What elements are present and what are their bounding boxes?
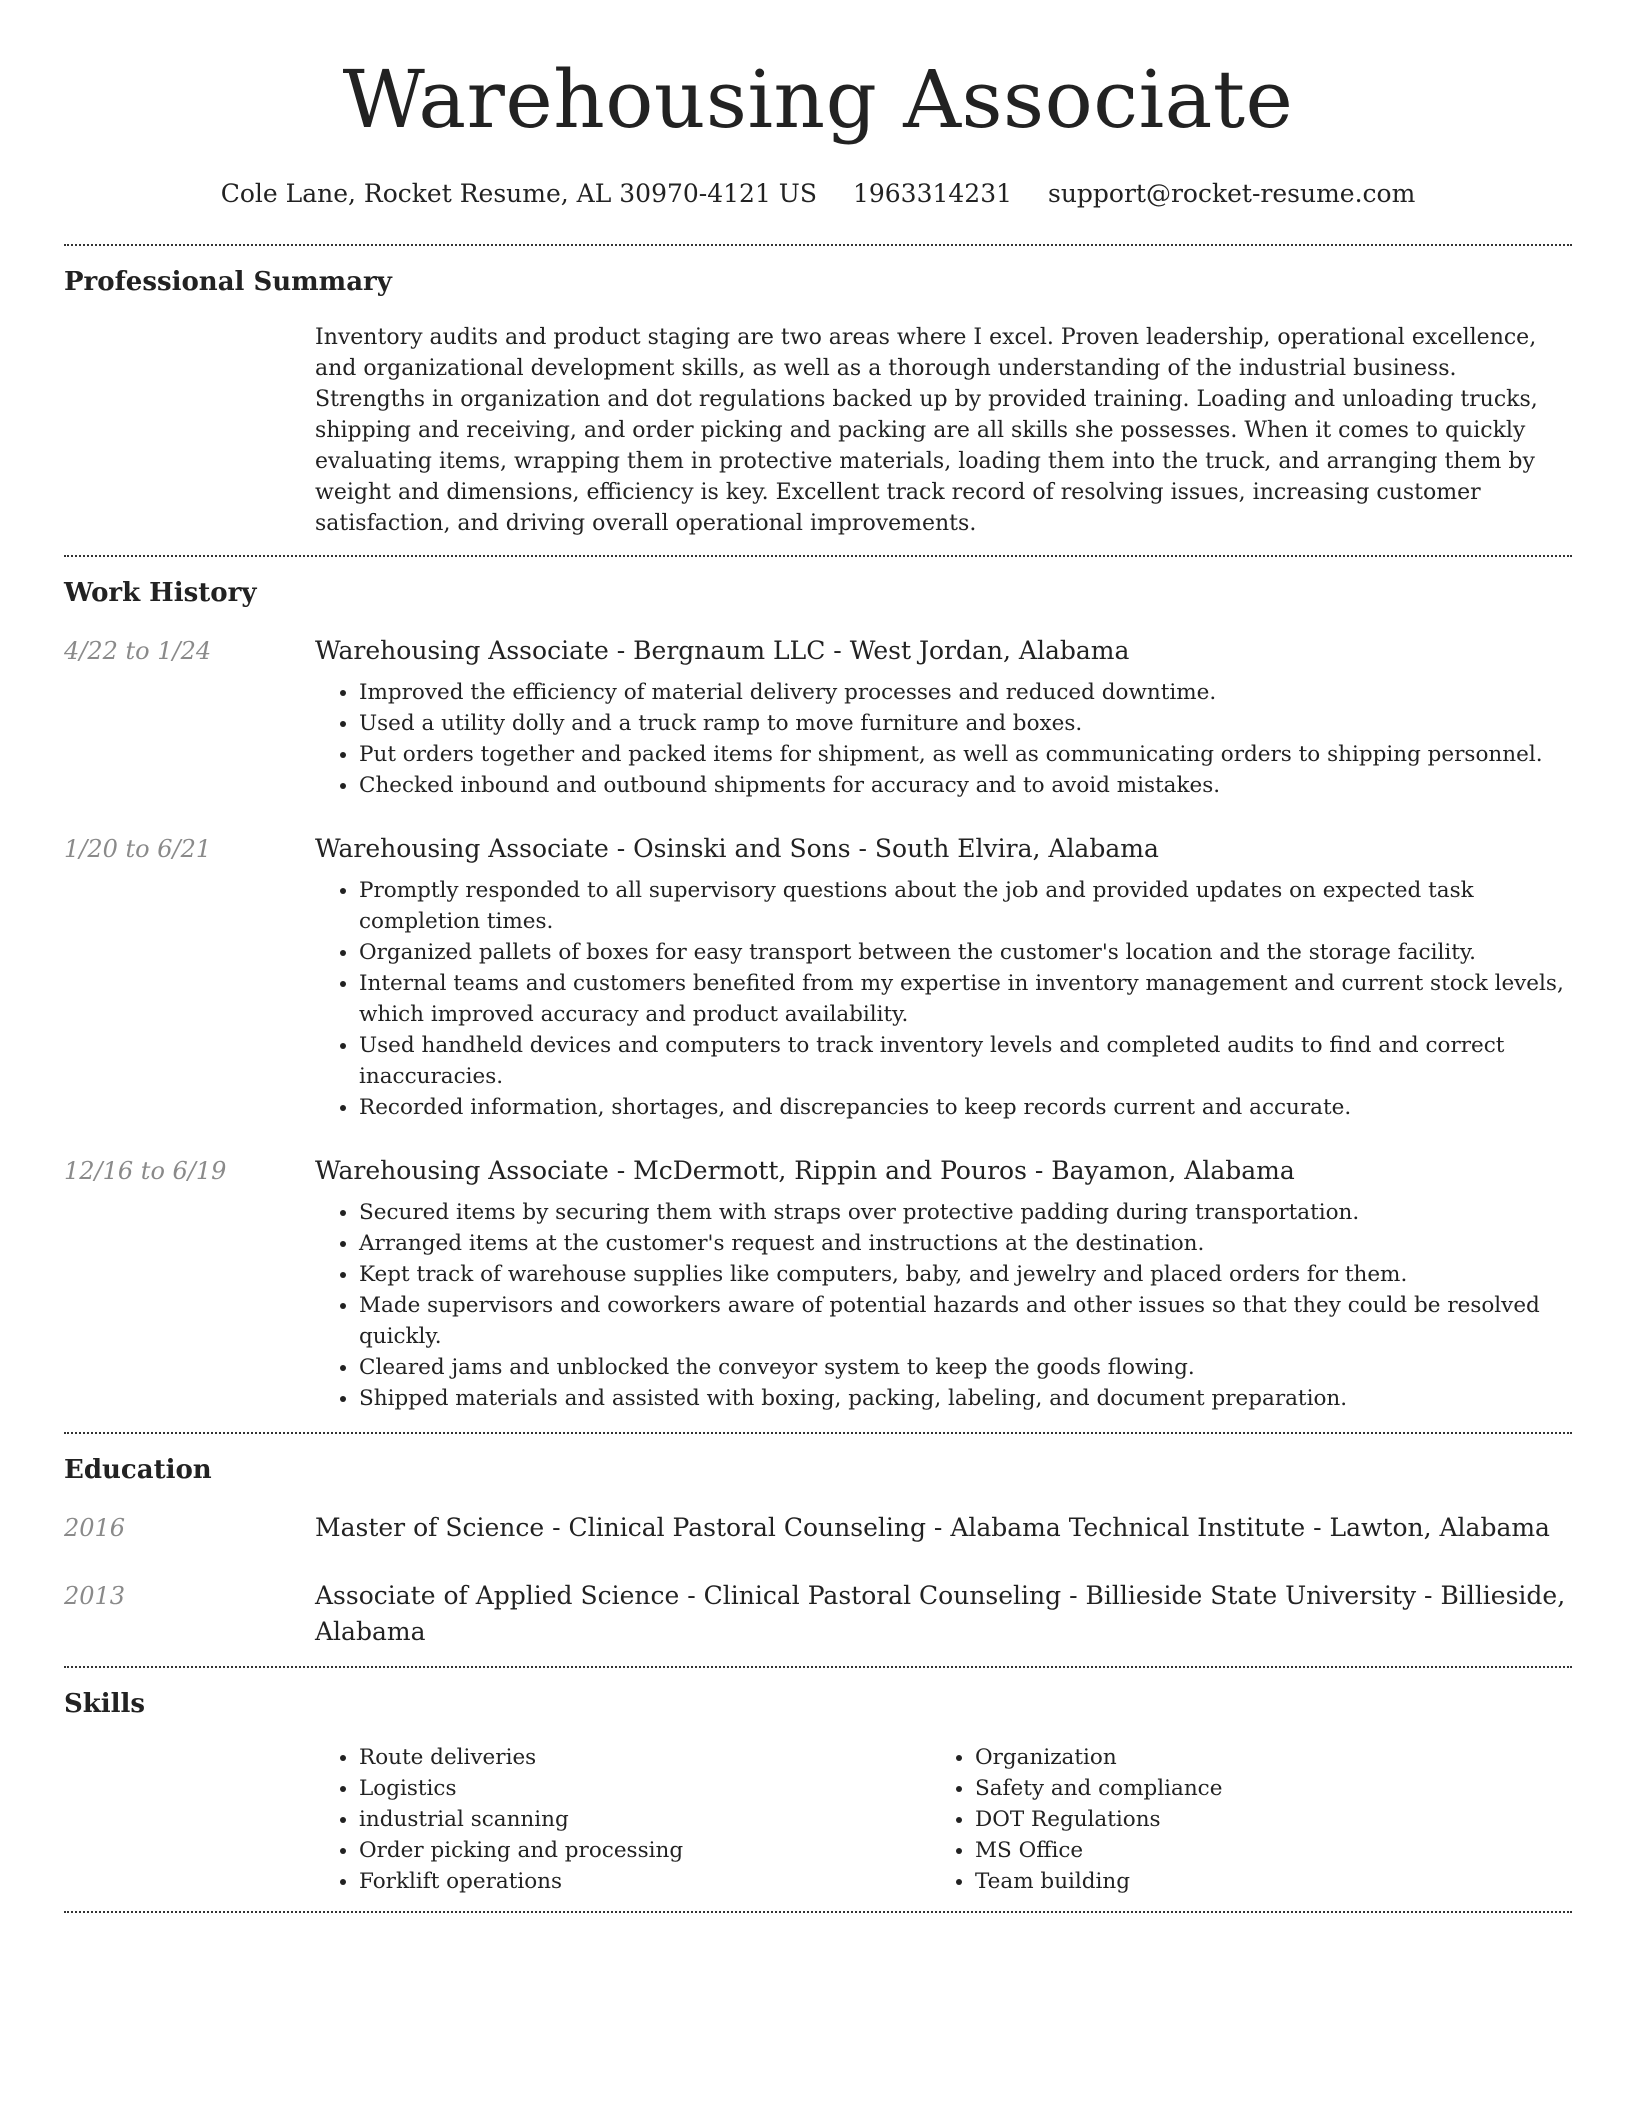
work-entry bbox=[64, 1153, 1572, 1414]
contact-phone: 1963314231 bbox=[852, 179, 1013, 208]
section-title-education: Education bbox=[64, 1455, 212, 1485]
list-item: • Logistics bbox=[359, 1773, 931, 1804]
education-entry bbox=[64, 1578, 1572, 1650]
work-heading: Warehousing Associate - McDermott, Rippin and Pouros - Bayamon, Alabama bbox=[315, 1156, 1295, 1185]
list-item: • MS Office bbox=[975, 1835, 1547, 1866]
work-entry bbox=[64, 633, 1572, 801]
list-item: • Improved the efficiency of material delivery processes and reduced downtime. bbox=[359, 677, 1572, 708]
work-date: 4/22 to 1/24 bbox=[64, 637, 212, 665]
education-entry bbox=[64, 1510, 1572, 1546]
list-item: • Route deliveries bbox=[359, 1742, 931, 1773]
contact-line bbox=[64, 178, 1572, 210]
list-item: • Kept track of warehouse supplies like computers, baby, and jewelry and placed orders for them. bbox=[359, 1259, 1572, 1290]
work-bullets bbox=[315, 677, 1572, 801]
summary-text: Inventory audits and product staging are two areas where I excel. Proven leadership, operational excellence, and organizational development skills, as well as a thorough understanding of the industrial business. Strengths in organization and dot regulations backed up by provided training. Loading and unloading trucks, shipping and receiving, and order picking and packing are all skills she possesses. When it comes to quickly evaluating items, wrapping them in protective materials, loading them into the truck, and arranging them by weight and dimensions, efficiency is key. Excellent track record of resolving issues, increasing customer satisfaction, and driving overall operational improvements. bbox=[315, 325, 1538, 536]
work-bullets bbox=[315, 875, 1572, 1123]
resume-page bbox=[64, 0, 1572, 1913]
section-title-summary: Professional Summary bbox=[64, 267, 392, 297]
work-heading: Warehousing Associate - Osinski and Sons - South Elvira, Alabama bbox=[315, 834, 1159, 863]
education-list bbox=[64, 1510, 1572, 1666]
list-item: • DOT Regulations bbox=[975, 1804, 1547, 1835]
work-heading: Warehousing Associate - Bergnaum LLC - West Jordan, Alabama bbox=[315, 636, 1130, 665]
skills-columns bbox=[315, 1742, 1572, 1911]
list-item: • Organization bbox=[975, 1742, 1547, 1773]
list-item: • Recorded information, shortages, and discrepancies to keep records current and accurate. bbox=[359, 1092, 1572, 1123]
work-history-section bbox=[64, 557, 1572, 1414]
skills-list-right bbox=[931, 1742, 1547, 1897]
work-entry bbox=[64, 831, 1572, 1123]
education-date: 2016 bbox=[64, 1514, 126, 1542]
list-item: • industrial scanning bbox=[359, 1804, 931, 1835]
education-heading: Associate of Applied Science - Clinical Pastoral Counseling - Billieside State University - Billieside, Alabama bbox=[315, 1581, 1566, 1646]
skills-list-left bbox=[315, 1742, 931, 1897]
list-item: • Put orders together and packed items for shipment, as well as communicating orders to shipping personnel. bbox=[359, 739, 1572, 770]
education-date: 2013 bbox=[64, 1582, 126, 1610]
education-heading: Master of Science - Clinical Pastoral Counseling - Alabama Technical Institute - Lawton, Alabama bbox=[315, 1513, 1550, 1542]
work-date: 12/16 to 6/19 bbox=[64, 1157, 227, 1185]
contact-email: support@rocket-resume.com bbox=[1047, 179, 1416, 208]
list-item: • Secured items by securing them with straps over protective padding during transportation. bbox=[359, 1197, 1572, 1228]
list-item: • Safety and compliance bbox=[975, 1773, 1547, 1804]
section-divider bbox=[64, 1911, 1572, 1913]
work-date: 1/20 to 6/21 bbox=[64, 835, 212, 863]
list-item: • Shipped materials and assisted with boxing, packing, labeling, and document preparation. bbox=[359, 1383, 1572, 1414]
list-item: • Order picking and processing bbox=[359, 1835, 931, 1866]
education-section bbox=[64, 1434, 1572, 1666]
summary-section bbox=[64, 246, 1572, 555]
list-item: • Made supervisors and coworkers aware of potential hazards and other issues so that they could be resolved quickly. bbox=[359, 1290, 1572, 1352]
work-bullets bbox=[315, 1197, 1572, 1414]
work-history-list bbox=[64, 633, 1572, 1414]
contact-address: Cole Lane, Rocket Resume, AL 30970-4121 US bbox=[220, 179, 818, 208]
list-item: • Promptly responded to all supervisory questions about the job and provided updates on expected task completion times. bbox=[359, 875, 1572, 937]
section-title-skills: Skills bbox=[64, 1689, 146, 1719]
list-item: • Team building bbox=[975, 1866, 1547, 1897]
section-title-work-history: Work History bbox=[64, 578, 257, 608]
list-item: • Checked inbound and outbound shipments for accuracy and to avoid mistakes. bbox=[359, 770, 1572, 801]
list-item: • Used a utility dolly and a truck ramp to move furniture and boxes. bbox=[359, 708, 1572, 739]
list-item: • Organized pallets of boxes for easy transport between the customer's location and the storage facility. bbox=[359, 937, 1572, 968]
list-item: • Used handheld devices and computers to track inventory levels and completed audits to find and correct inaccuracies. bbox=[359, 1030, 1572, 1092]
list-item: • Arranged items at the customer's request and instructions at the destination. bbox=[359, 1228, 1572, 1259]
skills-section bbox=[64, 1668, 1572, 1911]
list-item: • Cleared jams and unblocked the conveyor system to keep the goods flowing. bbox=[359, 1352, 1572, 1383]
list-item: • Forklift operations bbox=[359, 1866, 931, 1897]
list-item: • Internal teams and customers benefited from my expertise in inventory management and current stock levels, which improved accuracy and product availability. bbox=[359, 968, 1572, 1030]
resume-name: Warehousing Associate bbox=[342, 53, 1294, 146]
